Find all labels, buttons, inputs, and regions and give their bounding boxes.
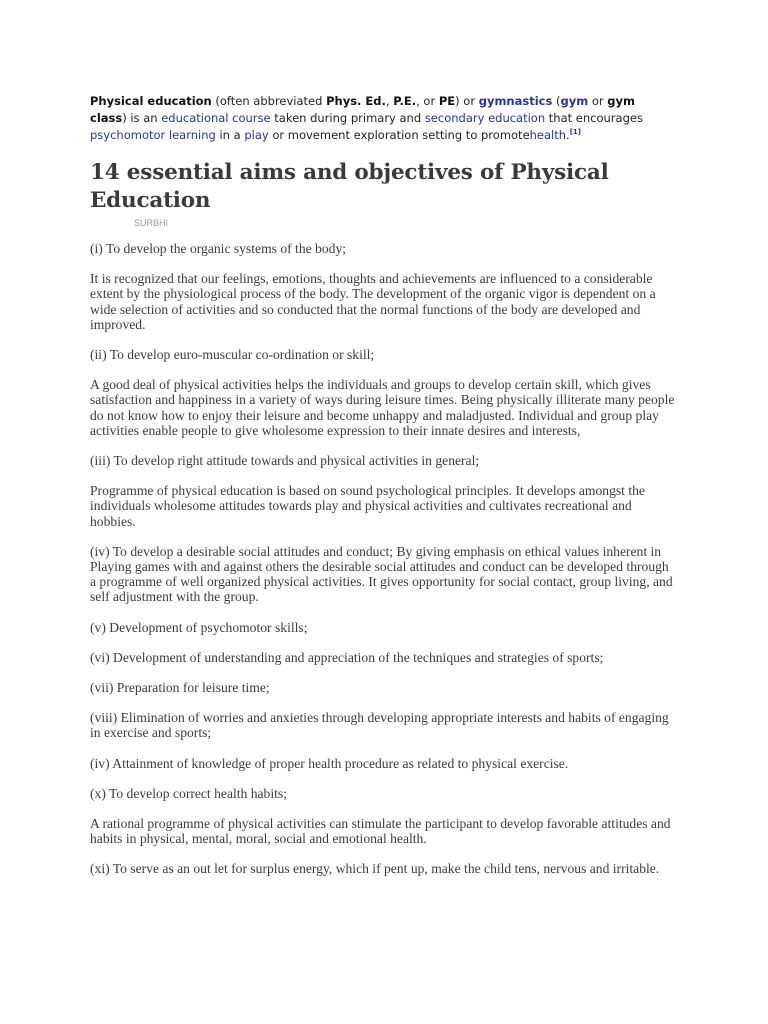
paragraph: It is recognized that our feelings, emotions, thoughts and achievements are influenced to a considerable extent by the physiological process of the body. The development of the organic vigor is dependent on a wide selection of activities and so conducted that the normal functions of the body are developed and improved. <box>90 271 656 332</box>
intro-text: in a <box>215 128 245 142</box>
intro-text: (often abbreviated <box>211 94 327 108</box>
document-page <box>90 93 680 892</box>
link-gym[interactable]: gym <box>560 94 589 108</box>
paragraph: (iv) Attainment of knowledge of proper health procedure as related to physical exercise. <box>90 755 569 771</box>
intro-text: ) is an <box>122 111 162 125</box>
term-physical-education: Physical education <box>90 94 212 108</box>
term-gym-class: gym class <box>90 94 635 125</box>
link-educational-course[interactable]: educational course <box>161 111 271 125</box>
intro-text: that encourages <box>545 111 643 125</box>
article-body <box>90 241 675 877</box>
intro-text: or movement exploration setting to promote <box>268 128 530 142</box>
reference-link[interactable]: [1] <box>569 128 581 137</box>
paragraph: (vi) Development of understanding and appreciation of the techniques and strategies of sports; <box>90 649 604 665</box>
intro-text: or <box>588 94 608 108</box>
intro-text: , or <box>416 94 439 108</box>
intro-text: ( <box>552 94 561 108</box>
term-pe-dotted: P.E. <box>393 94 417 108</box>
term-pe: PE <box>438 94 456 108</box>
intro-text: ) or <box>455 94 479 108</box>
intro-text: . <box>566 128 570 142</box>
intro-text: , <box>385 94 394 108</box>
paragraph: A good deal of physical activities helps the individuals and groups to develop certain skill, which gives satisfaction and happiness in a variety of ways during leisure times. Being physically illiterate many people do not know how to enjoy their leisure and become unhappy and maladjusted. Individual and group play activities enable people to give wholesome expression to their innate desires and interests, <box>90 377 675 438</box>
link-health[interactable]: health <box>529 128 567 142</box>
paragraph: (ii) To develop euro-muscular co-ordination or skill; <box>90 347 375 363</box>
intro-text: taken during primary and <box>270 111 425 125</box>
term-phys-ed: Phys. Ed. <box>326 94 386 108</box>
link-secondary-education[interactable]: secondary education <box>424 111 546 125</box>
article-title: 14 essential aims and objectives of Physical Education <box>90 160 609 213</box>
paragraph: (v) Development of psychomotor skills; <box>90 619 308 635</box>
link-gymnastics[interactable]: gymnastics <box>478 94 553 108</box>
paragraph: (x) To develop correct health habits; <box>90 785 287 801</box>
paragraph: A rational programme of physical activities can stimulate the participant to develop favorable attitudes and habits in physical, mental, moral, social and emotional health. <box>90 816 671 847</box>
paragraph: (i) To develop the organic systems of the body; <box>90 241 347 256</box>
paragraph: (xi) To serve as an out let for surplus energy, which if pent up, make the child tens, nervous and irritable. <box>90 861 660 877</box>
paragraph: Programme of physical education is based on sound psychological principles. It develops amongst the individuals wholesome attitudes towards play and physical activities and cultivates recreational and hobbies. <box>90 483 645 529</box>
paragraph: (vii) Preparation for leisure time; <box>90 680 270 696</box>
intro-paragraph <box>90 93 660 144</box>
paragraph: (viii) Elimination of worries and anxieties through developing appropriate interests and habits of engaging in exercise and sports; <box>90 710 669 741</box>
paragraph: (iv) To develop a desirable social attitudes and conduct; By giving emphasis on ethical values inherent in Playing games with and against others the desirable social attitudes and conduct can be developed through a programme of well organized physical activities. It gives opportunity for social contact, group living, and self adjustment with the group. <box>90 543 673 605</box>
link-psychomotor-learning[interactable]: psychomotor learning <box>90 128 216 142</box>
article-author: SURBHI <box>134 218 169 228</box>
paragraph: (iii) To develop right attitude towards and physical activities in general; <box>90 453 480 469</box>
link-play[interactable]: play <box>244 128 269 142</box>
